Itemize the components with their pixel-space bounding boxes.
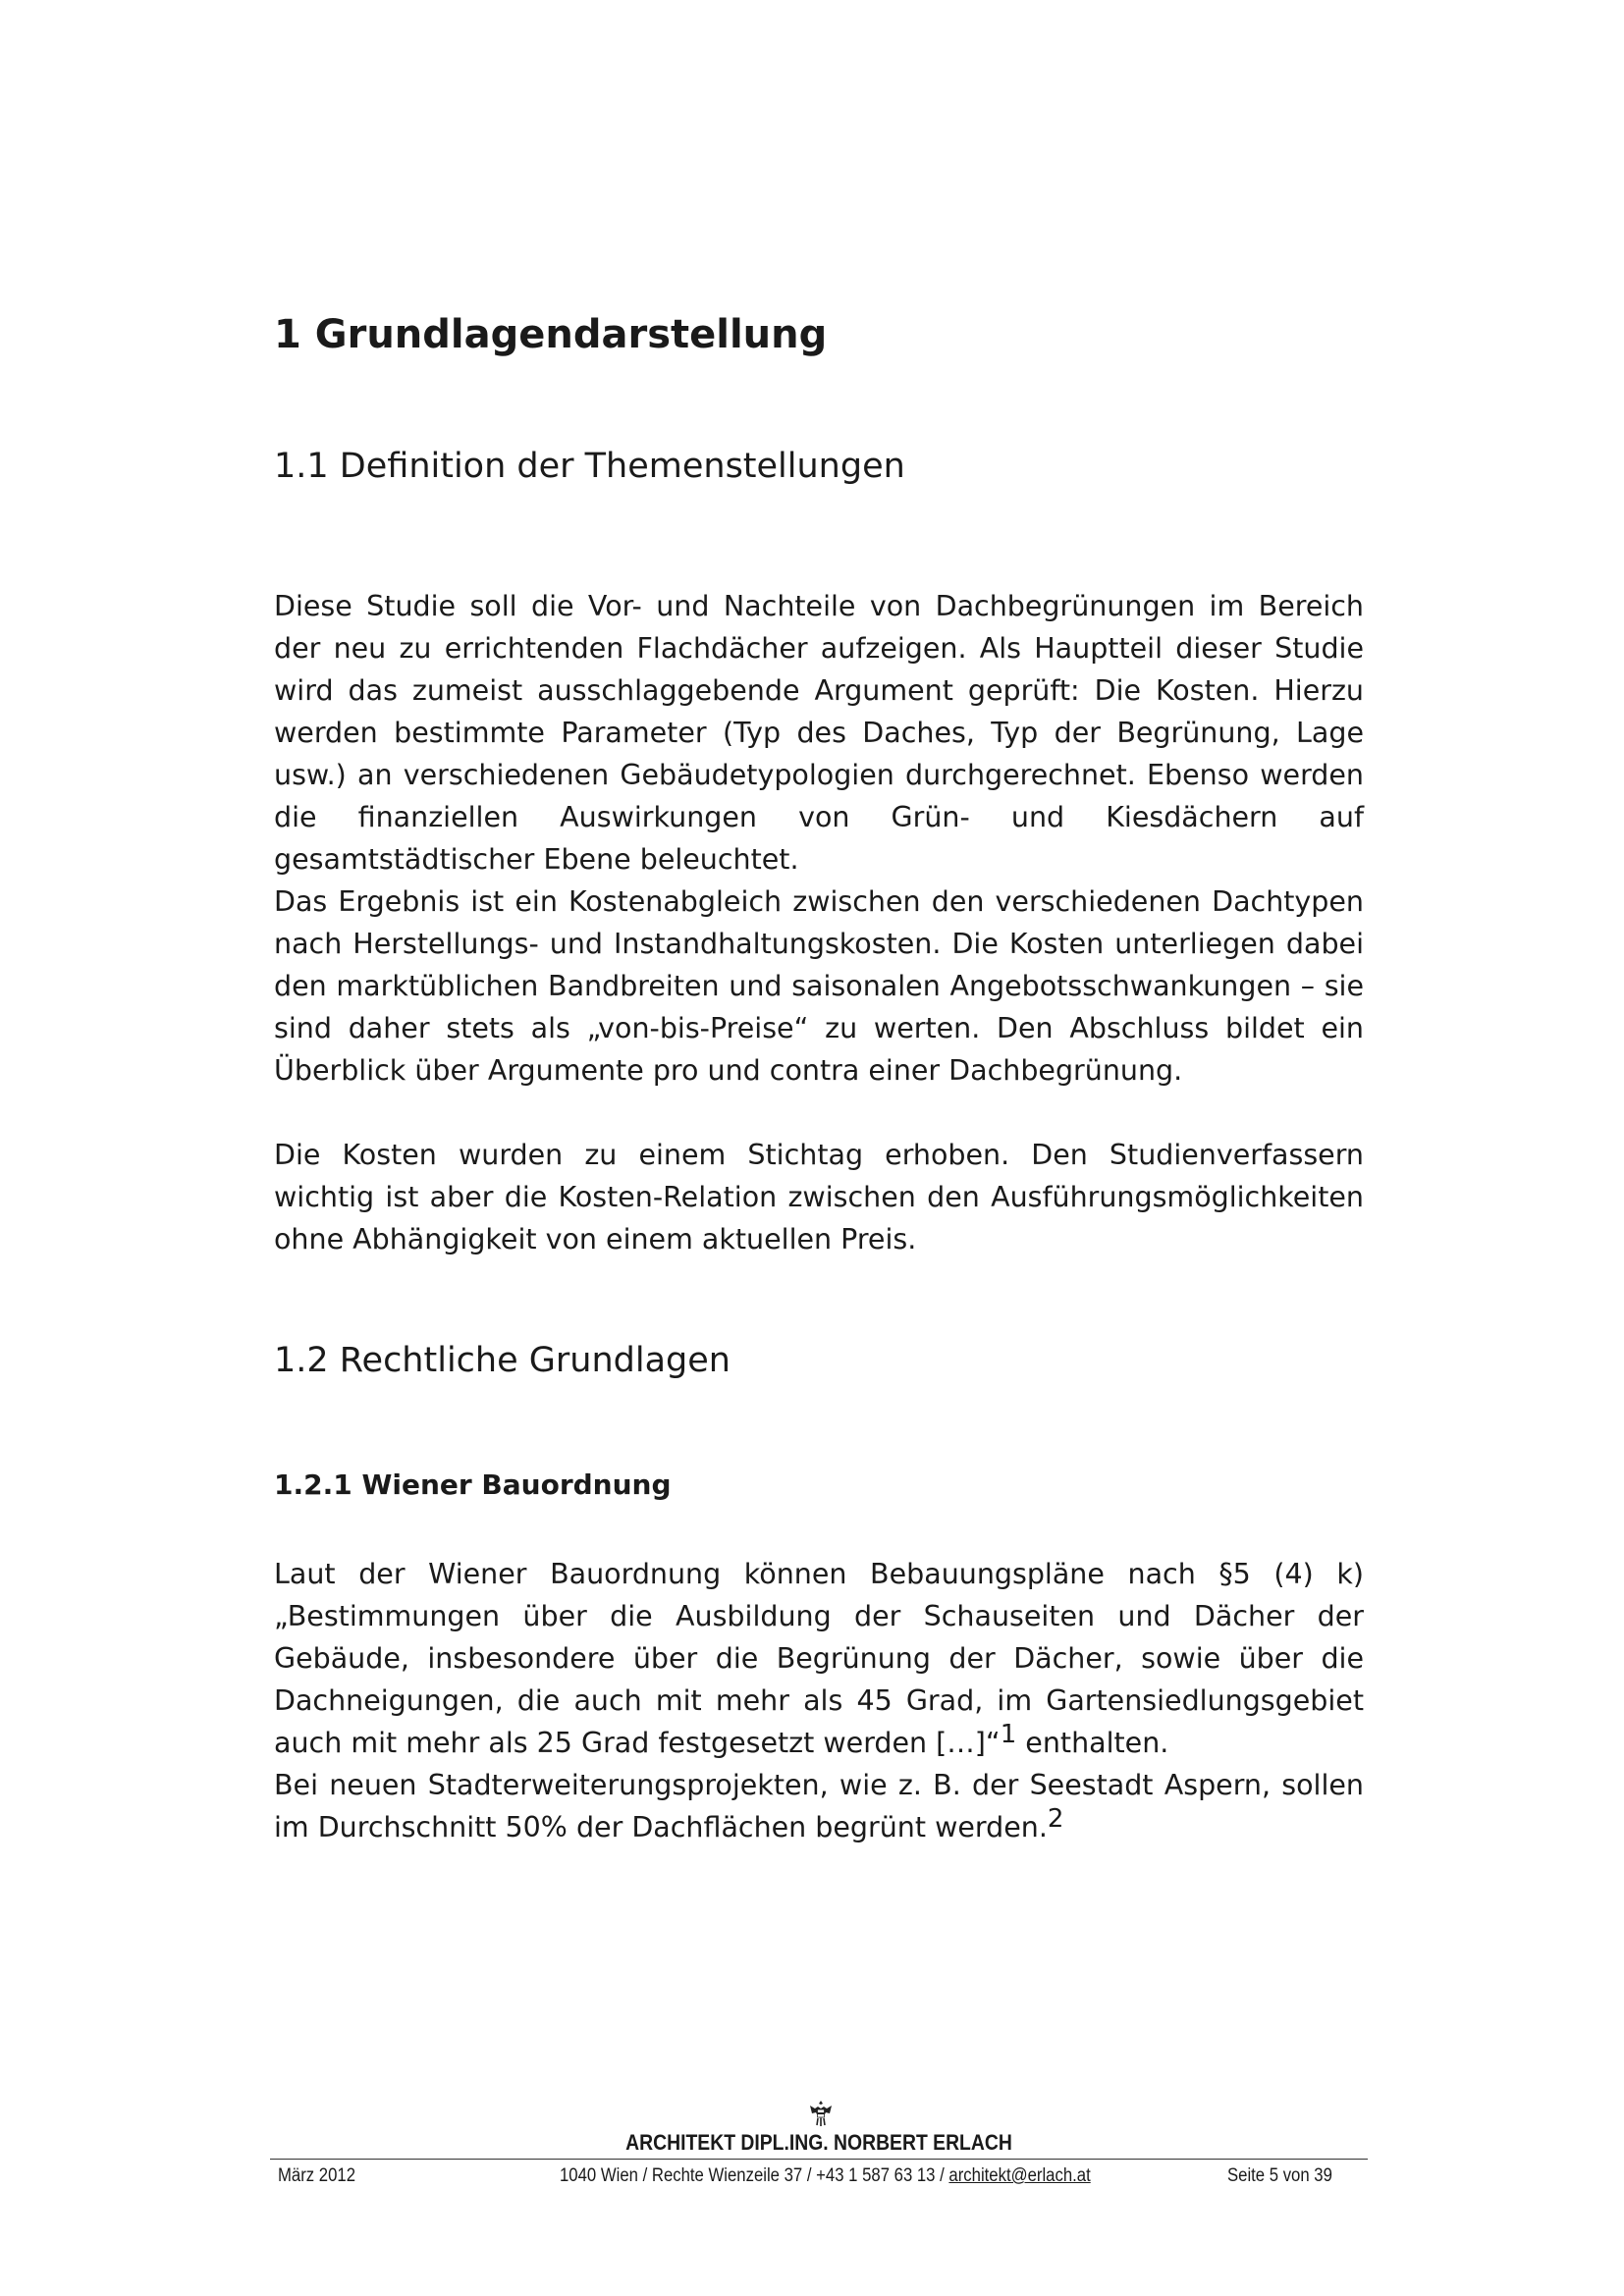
subsection-paragraph-2 (274, 1764, 1364, 1848)
subsection-heading-1-2-1: 1.2.1 Wiener Bauordnung (274, 1468, 672, 1501)
chapter-heading: 1 Grundlagendarstellung (274, 312, 828, 357)
paragraph-text-end: enthalten. (1016, 1727, 1169, 1759)
footer-date: März 2012 (278, 2165, 356, 2186)
section-heading-1-2: 1.2 Rechtliche Grundlagen (274, 1341, 731, 1380)
paragraph-text: Bei neuen Stadterweiterungsprojekten, wie z. B. der Seestadt Aspern, sollen im Durchschnitt 50% der Dachflächen begrünt werden. (274, 1769, 1364, 1843)
austrian-eagle-icon (807, 2099, 835, 2128)
subsection-paragraph-1 (274, 1553, 1364, 1764)
section-1-1-paragraph-1: Diese Studie soll die Vor- und Nachteile von Dachbegrünungen im Bereich der neu zu errichtenden Flachdächer aufzeigen. Als Hauptteil dieser Studie wird das zumeist ausschlaggebende Argument geprüft: Die Kosten. Hierzu werden bestimmte Parameter (Typ des Daches, Typ der Begrünung, Lage usw.) an verschiedenen Gebäudetypologien durchgerechnet. Ebenso werden die finanziellen Auswirkungen von Grün- und Kiesdächern auf gesamtstädtischer Ebene beleuchtet. (274, 590, 1364, 876)
footer-address-text: 1040 Wien / Rechte Wienzeile 37 / +43 1 587 63 13 / (560, 2165, 949, 2186)
footnote-ref-1[interactable]: 1 (1000, 1720, 1017, 1749)
footer-email-link[interactable]: architekt@erlach.at (948, 2165, 1091, 2186)
footer-divider (270, 2159, 1368, 2160)
section-1-1-paragraph-2: Das Ergebnis ist ein Kostenabgleich zwischen den verschiedenen Dachtypen nach Herstellungs- und Instandhaltungskosten. Die Kosten unterliegen dabei den marktüblichen Bandbreiten und saisonalen Angebotsschwankungen – sie sind daher stets als „von-bis-Preise“ zu werten. Den Abschluss bildet ein Überblick über Argumente pro und contra einer Dachbegrünung. (274, 885, 1364, 1087)
footnote-ref-2[interactable]: 2 (1047, 1804, 1064, 1834)
section-1-1-paragraph-3: Die Kosten wurden zu einem Stichtag erhoben. Den Studienverfassern wichtig ist aber die Kosten-Relation zwischen den Ausführungsmöglichkeiten ohne Abhängigkeit von einem aktuellen Preis. (274, 1139, 1364, 1255)
section-heading-1-1: 1.1 Definition der Themenstellungen (274, 447, 905, 486)
paragraph-text: Laut der Wiener Bauordnung können Bebauungspläne nach §5 (4) k) „Bestimmungen über die Ausbildung der Schauseiten und Dächer der Gebäude, insbesondere über die Begrünung der Dächer, sowie über die Dachneigungen, die auch mit mehr als 45 Grad, im Gartensiedlungsgebiet auch mit mehr als 25 Grad festgesetzt werden […]“ (274, 1558, 1364, 1759)
footer-address (560, 2165, 1091, 2187)
footer-page-number: Seite 5 von 39 (1227, 2165, 1332, 2186)
footer-firm-name: ARCHITEKT DIPL.ING. NORBERT ERLACH (625, 2130, 1012, 2155)
